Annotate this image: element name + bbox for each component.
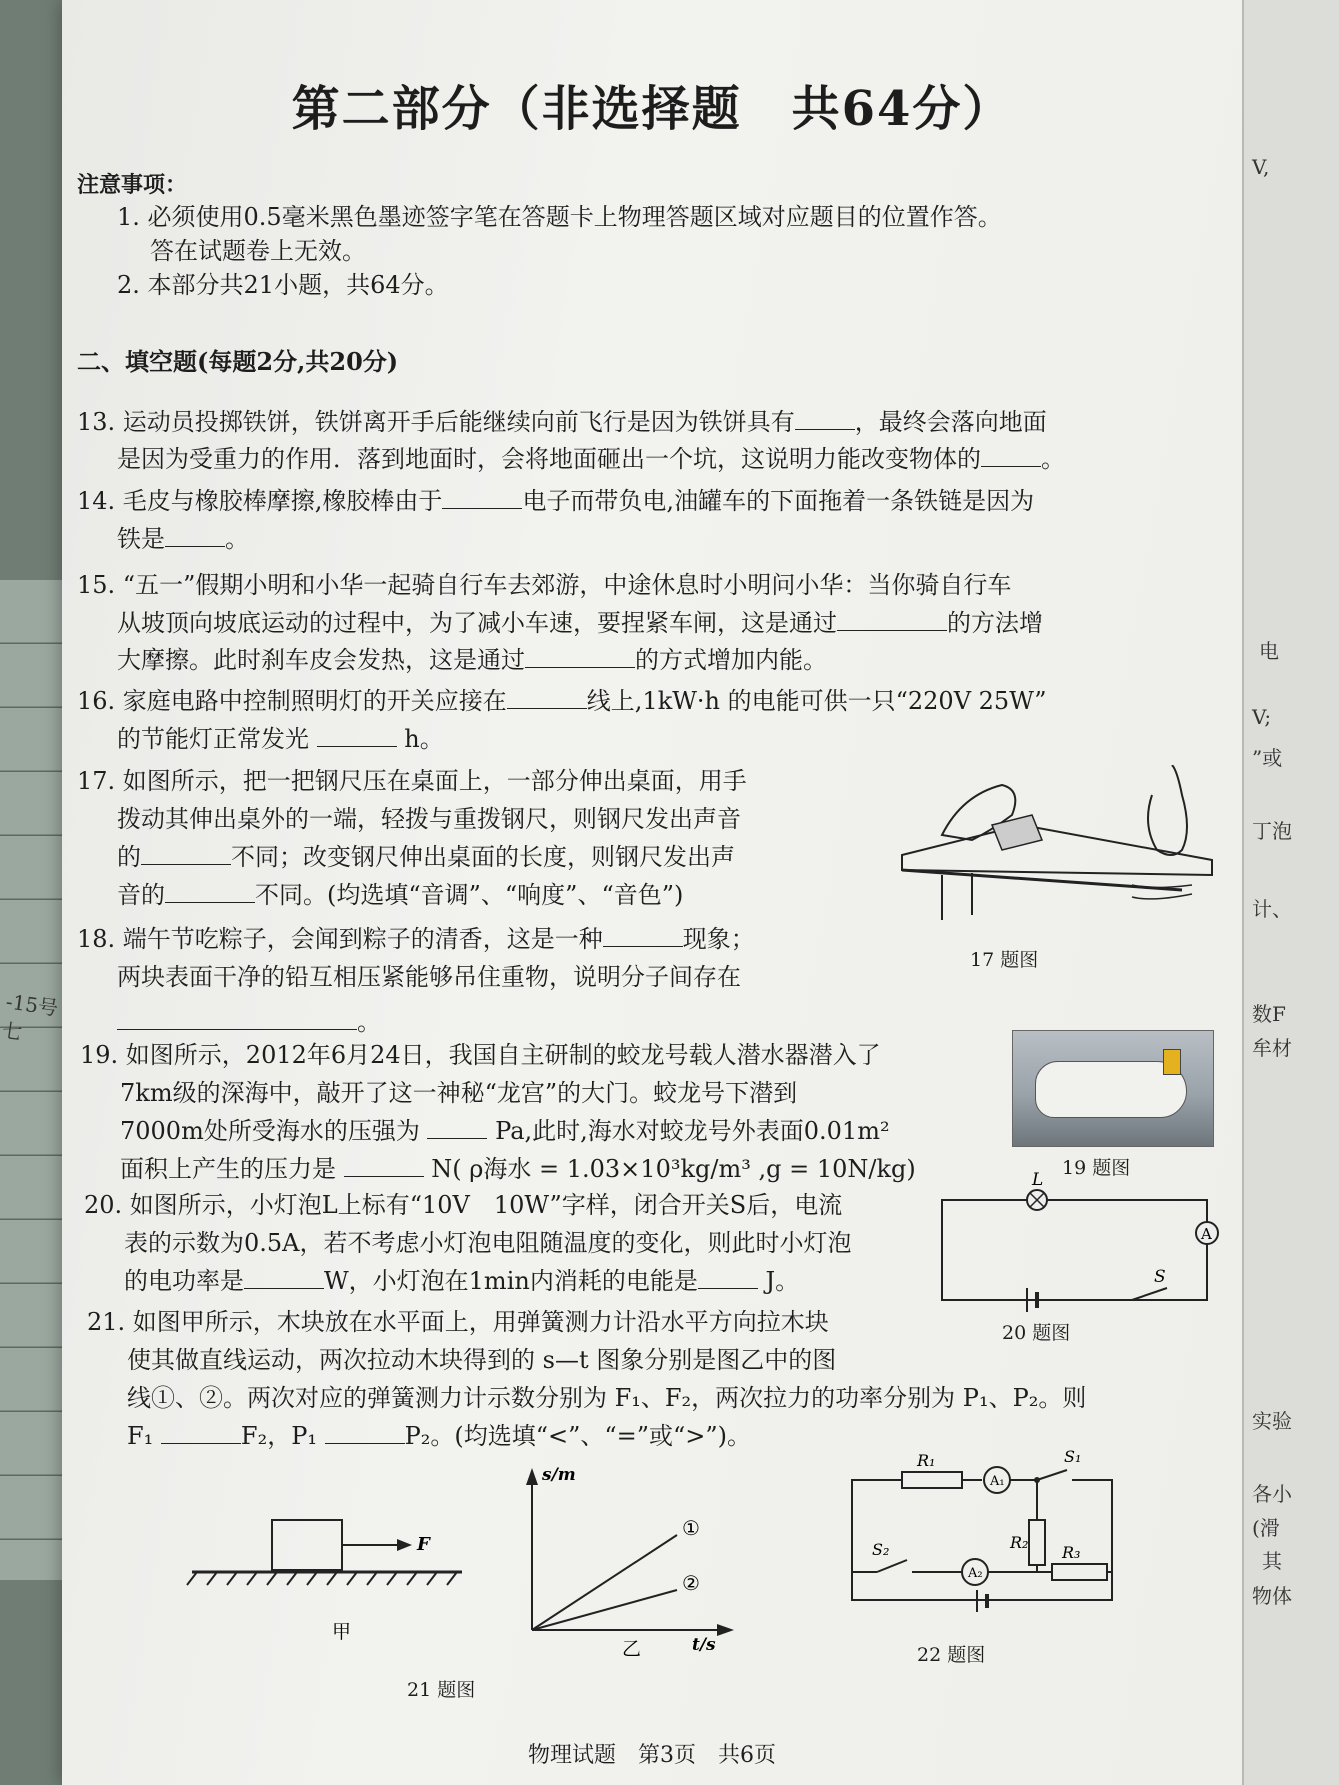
figure-17-ruler [882, 765, 1222, 925]
question-16: 16. 家庭电路中控制照明灯的开关应接在 线上,1kW·h 的电能可供一只“220V 25W” [77, 684, 1047, 718]
figure-21-caption: 21 题图 [407, 1679, 476, 1701]
side-fragment: 物体 [1252, 1584, 1292, 1608]
answer-blank[interactable] [161, 1419, 241, 1444]
answer-blank[interactable] [795, 405, 855, 430]
page-title: 第二部分（非选择题 共64分） [291, 81, 1013, 137]
side-fragment: 其 [1262, 1549, 1282, 1573]
answer-blank[interactable] [165, 878, 255, 903]
question-20-cont: 表的示数为0.5A，若不考虑小灯泡电阻随温度的变化，则此时小灯泡 [124, 1229, 852, 1257]
figure-22-caption: 22 题图 [917, 1644, 986, 1666]
circuit-label-L: L [1032, 1170, 1044, 1190]
side-fragment: 数F [1252, 1002, 1286, 1026]
question-20: 20. 如图所示，小灯泡L上标有“10V 10W”字样，闭合开关S后，电流 [84, 1191, 843, 1219]
side-fragment: V; [1252, 705, 1272, 729]
question-19-cont3: 面积上产生的压力是 N( ρ海水 = 1.03×10³kg/m³ ,g = 10N/kg) [120, 1152, 916, 1186]
figure-19-caption: 19 题图 [1062, 1157, 1131, 1179]
side-fragment: (滑 [1252, 1516, 1280, 1540]
label-R2: R₂ [1010, 1533, 1029, 1552]
axis-label-s: s/m [542, 1465, 576, 1485]
answer-blank[interactable] [698, 1264, 758, 1289]
section-heading: 二、填空题(每题2分,共20分) [77, 347, 399, 376]
side-fragment: 电 [1259, 639, 1279, 663]
notebook-label: -15号七 [0, 989, 60, 1045]
submersible-fin [1163, 1049, 1181, 1075]
question-19: 19. 如图所示，2012年6月24日，我国自主研制的蛟龙号载人潜水器潜入了 [80, 1041, 881, 1069]
figure-21-yi-label: 乙 [622, 1638, 642, 1660]
figure-20-caption: 20 题图 [1002, 1322, 1071, 1344]
answer-blank[interactable] [325, 1419, 405, 1444]
question-18: 18. 端午节吃粽子，会闻到粽子的清香，这是一种 现象； [77, 922, 755, 956]
side-fragment: 丁泡 [1252, 819, 1292, 843]
label-A2: A₂ [968, 1566, 983, 1581]
axis-label-t: t/s [692, 1635, 716, 1655]
side-fragment: 计、 [1252, 897, 1292, 921]
figure-20-circuit [932, 1170, 1222, 1320]
answer-blank[interactable] [603, 922, 683, 947]
question-21-cont3: F₁ F₂，P₁ P₂。(均选填“<”、“=”或“>”)。 [127, 1419, 751, 1453]
question-13-cont: 是因为受重力的作用．落到地面时，会将地面砸出一个坑，这说明力能改变物体的 。 [117, 442, 1065, 476]
notes-item-2: 2. 本部分共21小题，共64分。 [117, 271, 449, 299]
label-A1: A₁ [990, 1474, 1005, 1489]
answer-blank[interactable] [317, 722, 397, 747]
figure-21-jia-block [172, 1510, 472, 1650]
question-17: 17. 如图所示，把一把钢尺压在桌面上，一部分伸出桌面，用手 [77, 767, 747, 795]
answer-blank[interactable] [427, 1114, 487, 1139]
question-21-cont: 使其做直线运动，两次拉动木块得到的 s—t 图象分别是图乙中的图 [127, 1346, 837, 1374]
answer-blank[interactable] [442, 484, 522, 509]
question-17-cont3: 音的 不同。(均选填“音调”、“响度”、“音色”) [117, 878, 683, 912]
answer-blank[interactable] [244, 1264, 324, 1289]
side-fragment: ”或 [1252, 746, 1283, 770]
question-15: 15. “五一”假期小明和小华一起骑自行车去郊游，中途休息时小明问小华：当你骑自行车 [77, 571, 1012, 599]
question-21: 21. 如图甲所示，木块放在水平面上，用弹簧测力计沿水平方向拉木块 [87, 1308, 829, 1336]
answer-blank[interactable] [344, 1152, 424, 1177]
side-fragment: 各小 [1252, 1482, 1292, 1506]
question-14: 14. 毛皮与橡胶棒摩擦,橡胶棒由于 电子而带负电,油罐车的下面拖着一条铁链是因为 [77, 484, 1034, 518]
question-18-cont: 两块表面干净的铅互相压紧能够吊住重物，说明分子间存在 [117, 963, 741, 991]
question-17-cont: 拨动其伸出桌外的一端，轻拨与重拨钢尺，则钢尺发出声音 [117, 805, 741, 833]
label-R1: R₁ [917, 1451, 936, 1470]
figure-21-yi-st-graph [502, 1460, 742, 1660]
question-16-cont: 的节能灯正常发光 h。 [117, 722, 444, 756]
question-20-cont2: 的电功率是 W，小灯泡在1min内消耗的电能是 J。 [124, 1264, 799, 1298]
exam-page [62, 0, 1242, 1785]
label-R3: R₃ [1062, 1543, 1081, 1562]
adjacent-page-edge [1242, 0, 1339, 1785]
label-S1: S₁ [1064, 1447, 1082, 1466]
page-footer: 物理试题 第3页 共6页 [528, 1743, 776, 1768]
answer-blank[interactable] [117, 1005, 357, 1030]
figure-17-caption: 17 题图 [970, 949, 1039, 971]
line-label-1: ① [682, 1516, 700, 1540]
question-14-cont: 铁是 。 [117, 522, 249, 556]
question-19-cont: 7km级的深海中，敲开了这一神秘“龙宫”的大门。蛟龙号下潜到 [120, 1079, 798, 1107]
answer-blank[interactable] [165, 522, 225, 547]
figure-21-jia-label: 甲 [332, 1621, 352, 1643]
figure-19-submersible-photo [1012, 1030, 1214, 1147]
line-label-2: ② [682, 1571, 700, 1595]
side-fragment: 实验 [1252, 1409, 1292, 1433]
answer-blank[interactable] [141, 840, 231, 865]
circuit-label-S: S [1154, 1267, 1166, 1287]
figure-22-circuit [832, 1440, 1152, 1630]
question-21-cont2: 线①、②。两次对应的弹簧测力计示数分别为 F₁、F₂，两次拉力的功率分别为 P₁、P₂。则 [127, 1384, 1087, 1412]
answer-blank[interactable] [507, 684, 587, 709]
question-15-cont: 从坡顶向坡底运动的过程中，为了减小车速，要捏紧车闸，这是通过 的方法增 [117, 606, 1043, 640]
answer-blank[interactable] [837, 606, 947, 631]
answer-blank[interactable] [981, 442, 1041, 467]
force-label-F: F [417, 1534, 430, 1555]
question-18-cont2: 。 [117, 1005, 381, 1039]
answer-blank[interactable] [525, 643, 635, 668]
side-fragment: 牟材 [1252, 1036, 1292, 1060]
question-19-cont2: 7000m处所受海水的压强为 Pa,此时,海水对蛟龙号外表面0.01m² [120, 1114, 890, 1148]
notes-item-1: 1. 必须使用0.5毫米黑色墨迹签字笔在答题卡上物理答题区域对应题目的位置作答。 [117, 203, 1002, 231]
label-S2: S₂ [872, 1540, 890, 1559]
question-17-cont2: 的 不同；改变钢尺伸出桌面的长度，则钢尺发出声 [117, 840, 735, 874]
notes-item-1-cont: 答在试题卷上无效。 [150, 237, 366, 265]
question-13: 13. 运动员投掷铁饼，铁饼离开手后能继续向前飞行是因为铁饼具有 ，最终会落向地面 [77, 405, 1047, 439]
side-fragment: V, [1252, 155, 1270, 179]
notes-heading: 注意事项： [77, 172, 188, 198]
circuit-label-A: A [1201, 1225, 1212, 1243]
question-15-cont2: 大摩擦。此时刹车皮会发热，这是通过 的方式增加内能。 [117, 643, 827, 677]
